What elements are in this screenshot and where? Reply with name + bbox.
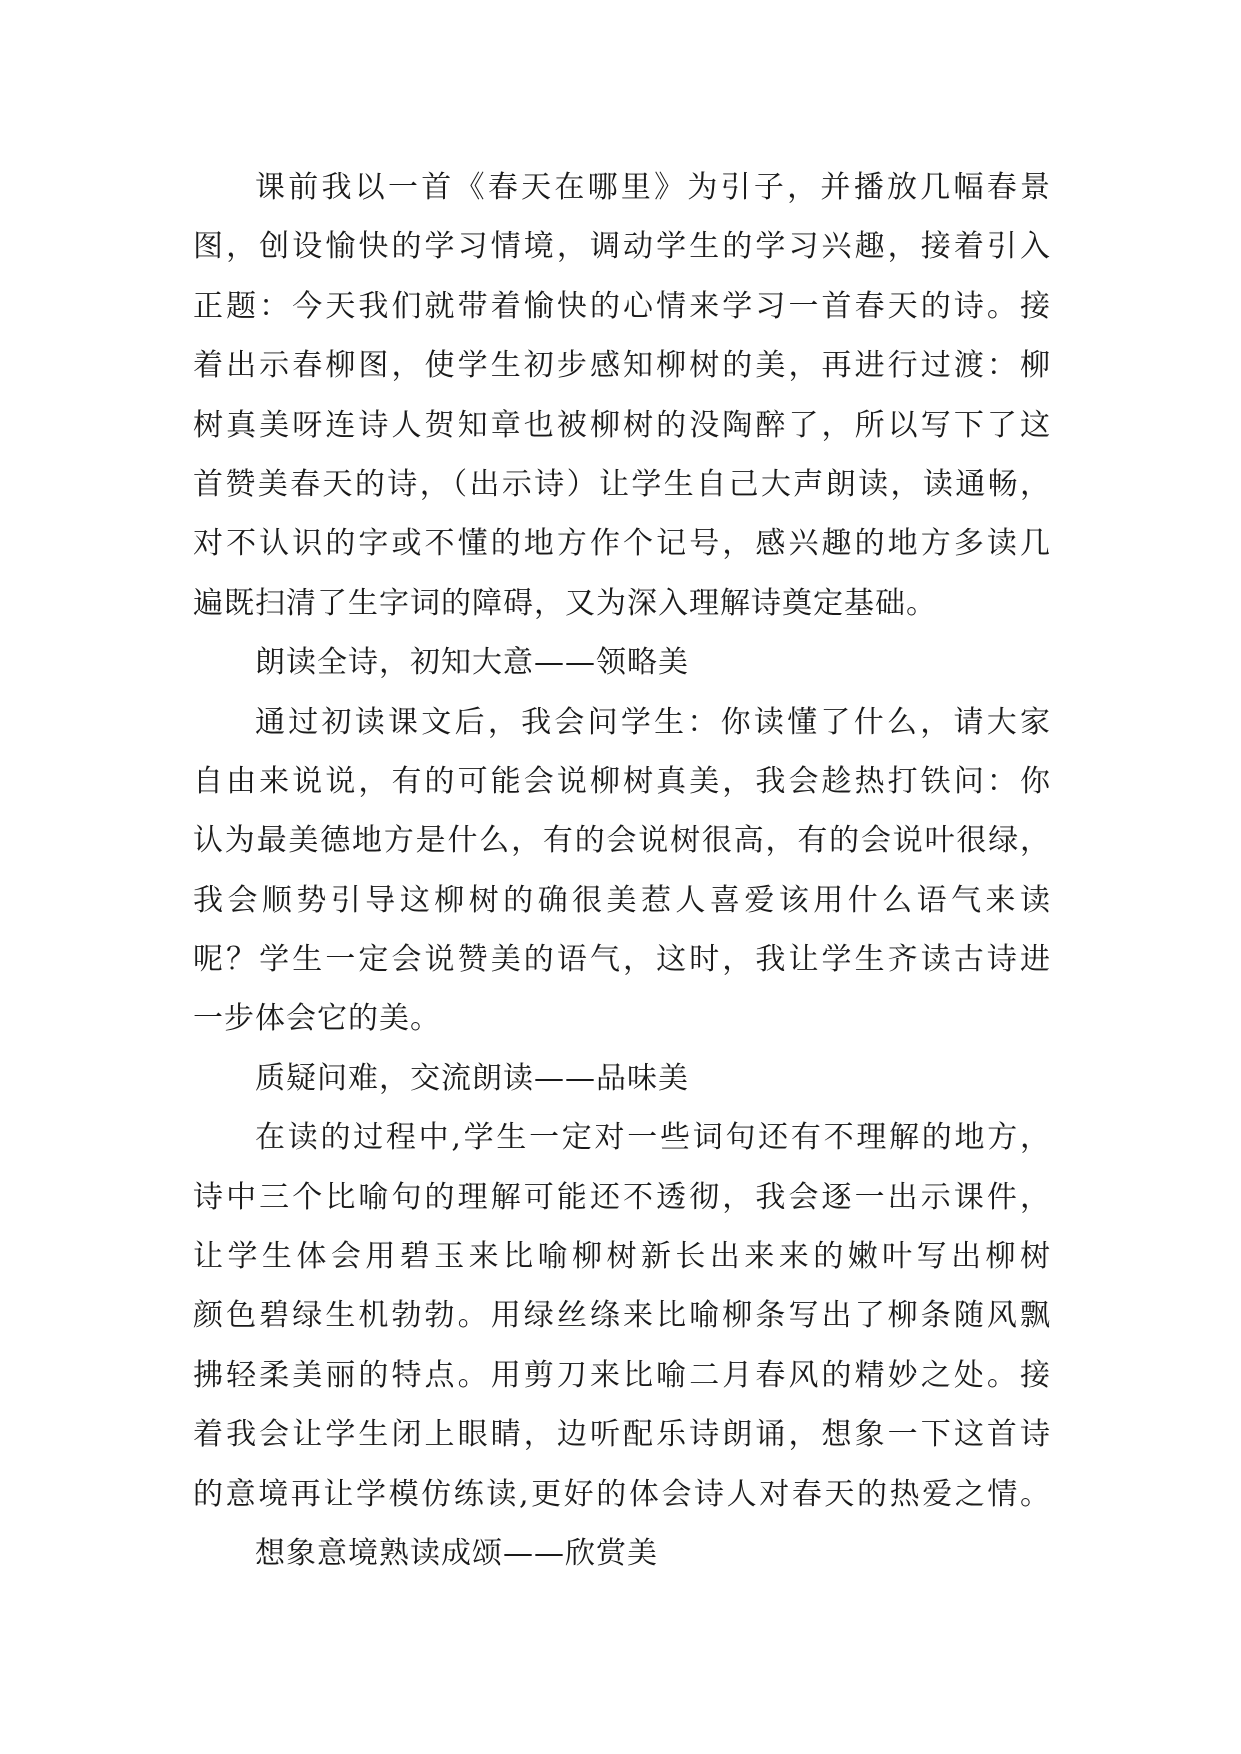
text-line: 拂轻柔美丽的特点。用剪刀来比喻二月春风的精妙之处。接	[193, 1357, 1051, 1393]
section-heading: 想象意境熟读成颂——欣赏美	[255, 1535, 658, 1571]
text-line: 我会顺势引导这柳树的确很美惹人喜爱该用什么语气来读	[193, 882, 1051, 918]
text-line: 树真美呀连诗人贺知章也被柳树的没陶醉了，所以写下了这	[193, 407, 1051, 443]
text-line: 的意境再让学模仿练读,更好的体会诗人对春天的热爱之情。	[193, 1476, 1051, 1512]
text-line: 认为最美德地方是什么，有的会说树很高，有的会说叶很绿，	[193, 823, 1051, 859]
paragraph-discussion	[193, 1108, 1051, 1524]
text-line: 着出示春柳图，使学生初步感知柳树的美，再进行过渡：柳	[193, 348, 1051, 384]
text-line: 颜色碧绿生机勃勃。用绿丝绦来比喻柳条写出了柳条随风飘	[193, 1298, 1051, 1334]
text-line: 正题：今天我们就带着愉快的心情来学习一首春天的诗。接	[193, 288, 1051, 324]
text-line: 让学生体会用碧玉来比喻柳树新长出来来的嫩叶写出柳树	[193, 1239, 1051, 1275]
text-line: 对不认识的字或不懂的地方作个记号，感兴趣的地方多读几	[193, 526, 1051, 562]
text-line: 呢？学生一定会说赞美的语气，这时，我让学生齐读古诗进	[193, 942, 1051, 978]
section-heading: 朗读全诗，初知大意——领略美	[255, 645, 689, 681]
text-line: 在读的过程中,学生一定对一些词句还有不理解的地方，	[255, 1120, 1051, 1156]
text-line: 着我会让学生闭上眼睛，边听配乐诗朗诵，想象一下这首诗	[193, 1417, 1051, 1453]
text-line: 一步体会它的美。	[193, 1001, 441, 1037]
paragraph-reading	[193, 693, 1051, 1049]
text-line: 图，创设愉快的学习情境，调动学生的学习兴趣，接着引入	[193, 229, 1051, 265]
text-line: 遍既扫清了生字词的障碍，又为深入理解诗奠定基础。	[193, 585, 937, 621]
text-line: 首赞美春天的诗，（出示诗）让学生自己大声朗读，读通畅，	[193, 466, 1051, 502]
text-line: 课前我以一首《春天在哪里》为引子，并播放几幅春景	[255, 170, 1051, 205]
text-line: 通过初读课文后，我会问学生：你读懂了什么，请大家	[255, 704, 1051, 740]
document-body	[193, 158, 1051, 1583]
section-heading: 质疑问难，交流朗读——品味美	[255, 1060, 689, 1096]
text-line: 自由来说说，有的可能会说柳树真美，我会趁热打铁问：你	[193, 763, 1051, 799]
paragraph-intro	[193, 158, 1051, 633]
text-line: 诗中三个比喻句的理解可能还不透彻，我会逐一出示课件，	[193, 1179, 1051, 1215]
